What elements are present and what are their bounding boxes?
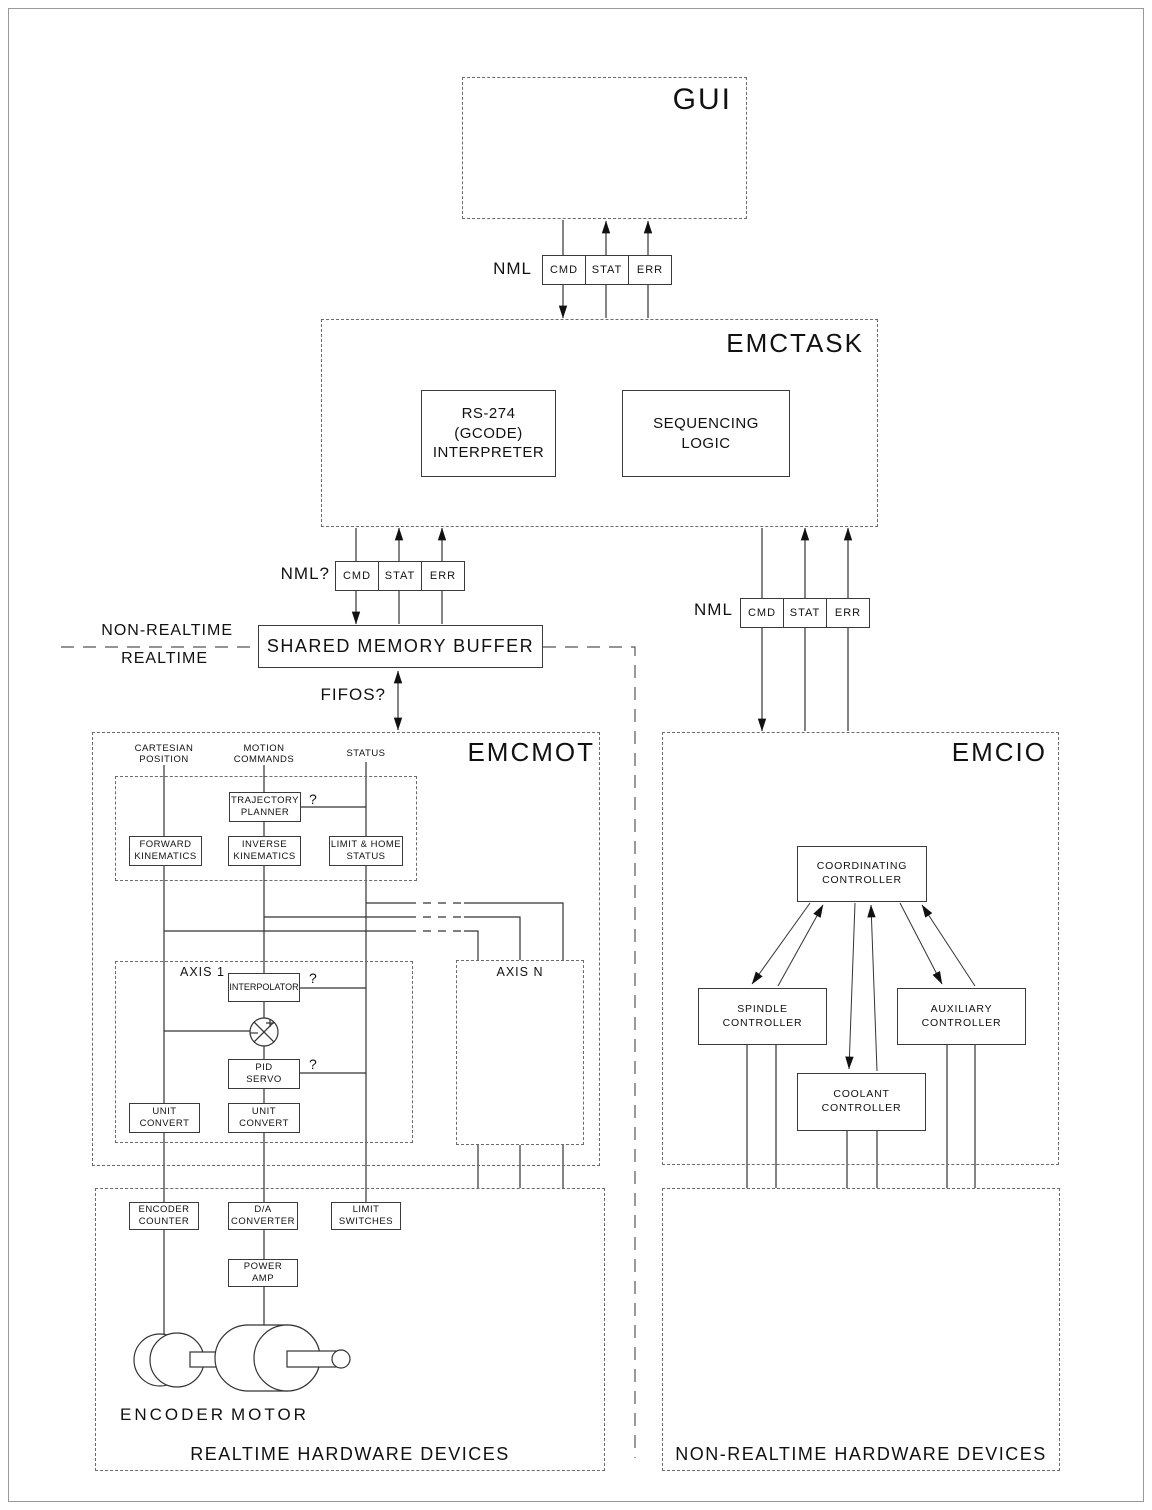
motion-line1: MOTION xyxy=(243,743,285,754)
nml-top-boxes xyxy=(542,255,672,285)
power-amp-box xyxy=(228,1259,298,1287)
pid-question-mark: ? xyxy=(309,1056,317,1072)
emcmot-title: EMCMOT xyxy=(467,737,595,767)
encoder-counter-line2: COUNTER xyxy=(138,1216,190,1227)
coolant-line1: COOLANT xyxy=(833,1088,890,1101)
trajectory-planner-box xyxy=(229,792,301,822)
nml-right-stat-cell: STAT xyxy=(783,599,826,627)
auxiliary-line2: CONTROLLER xyxy=(921,1016,1002,1029)
encoder-device-label: ENCODER xyxy=(120,1405,227,1424)
shared-memory-buffer-label: SHARED MEMORY BUFFER xyxy=(266,635,535,656)
realtime-hardware-title: REALTIME HARDWARE DEVICES xyxy=(190,1444,510,1464)
auxiliary-controller-box xyxy=(897,988,1026,1045)
interpolator-box xyxy=(228,973,300,1002)
inverse-line2: KINEMATICS xyxy=(233,851,296,862)
inverse-line1: INVERSE xyxy=(241,838,288,850)
pid-servo-box xyxy=(228,1059,300,1089)
auxiliary-line1: AUXILIARY xyxy=(930,1002,993,1015)
nml-top-label: NML xyxy=(493,259,532,278)
boundary-nonrealtime-label: NON-REALTIME xyxy=(101,622,233,639)
nml-top-cmd-cell: CMD xyxy=(549,264,579,276)
pid-line1: PID xyxy=(255,1061,273,1073)
da-line1: D/A xyxy=(254,1203,272,1215)
spindle-line1: SPINDLE xyxy=(737,1002,788,1015)
trajectory-line2: PLANNER xyxy=(240,807,290,818)
nml-right-cmd-cell: CMD xyxy=(747,607,777,619)
realtime-hardware-box xyxy=(95,1188,605,1471)
trajectory-line1: TRAJECTORY xyxy=(231,794,299,806)
nml-left-cmd-cell: CMD xyxy=(342,570,372,582)
da-line2: CONVERTER xyxy=(231,1216,295,1227)
emctask-title: EMCTASK xyxy=(726,328,864,358)
coolant-line2: CONTROLLER xyxy=(821,1102,902,1114)
motion-commands-label xyxy=(224,743,304,766)
limit-home-line1: LIMIT & HOME xyxy=(330,838,402,850)
nml-right-label: NML xyxy=(694,600,733,619)
inverse-kinematics-box xyxy=(228,836,301,866)
spindle-line2: CONTROLLER xyxy=(722,1016,803,1029)
forward-kinematics-box xyxy=(129,836,202,866)
status-label: STATUS xyxy=(346,748,386,759)
limit-home-status-box xyxy=(329,836,403,866)
forward-line1: FORWARD xyxy=(139,838,192,850)
nml-left-boxes xyxy=(335,561,465,591)
motor-device-label: MOTOR xyxy=(231,1405,309,1424)
nml-right-lines xyxy=(762,528,848,731)
limit-switches-line2: SWITCHES xyxy=(338,1216,394,1227)
unit-convert-left-line1: UNIT xyxy=(152,1105,177,1117)
coordinating-line2: CONTROLLER xyxy=(822,874,902,886)
cartesian-line1: CARTESIAN xyxy=(134,743,194,754)
boundary-realtime-label: REALTIME xyxy=(121,650,208,667)
coolant-controller-box xyxy=(797,1073,926,1131)
sequencing-line2: LOGIC xyxy=(681,434,731,452)
forward-line2: KINEMATICS xyxy=(134,851,197,862)
encoder-counter-line1: ENCODER xyxy=(138,1203,190,1215)
interpreter-line3: INTERPRETER xyxy=(432,444,545,462)
interpolator-question-mark: ? xyxy=(309,970,317,986)
cartesian-position-label xyxy=(124,743,204,766)
sequencing-logic-box xyxy=(622,390,790,477)
interpreter-line2: (GCODE) xyxy=(454,424,523,442)
spindle-controller-box xyxy=(698,988,827,1045)
sequencing-line1: SEQUENCING xyxy=(653,415,759,432)
nonrealtime-hardware-title: NON-REALTIME HARDWARE DEVICES xyxy=(675,1444,1047,1464)
nml-top-err-cell: ERR xyxy=(628,256,671,284)
axisn-label: AXIS N xyxy=(496,965,544,979)
limit-switches-box xyxy=(331,1202,401,1230)
unit-convert-left-line2: CONVERT xyxy=(139,1118,190,1129)
unit-convert-mid-line1: UNIT xyxy=(251,1105,277,1117)
unit-convert-mid-line2: CONVERT xyxy=(239,1118,289,1129)
nml-right-err-cell: ERR xyxy=(826,599,869,627)
shared-memory-buffer-box xyxy=(258,625,543,668)
coordinating-line1: COORDINATING xyxy=(816,860,908,873)
encoder-counter-box xyxy=(129,1202,199,1230)
power-amp-line1: POWER xyxy=(243,1260,283,1272)
pid-line2: SERVO xyxy=(246,1074,282,1085)
unit-convert-left-box xyxy=(129,1103,200,1133)
coordinating-controller-box xyxy=(797,846,927,902)
nml-left-label: NML? xyxy=(280,564,330,583)
gcode-interpreter-box xyxy=(421,390,556,477)
nml-right-boxes xyxy=(740,598,870,628)
emcio-title: EMCIO xyxy=(951,737,1047,767)
nml-left-stat-cell: STAT xyxy=(378,562,421,590)
cartesian-line2: POSITION xyxy=(139,754,189,766)
axis1-label: AXIS 1 xyxy=(180,965,225,979)
nonrealtime-hardware-box xyxy=(662,1188,1060,1471)
nml-top-stat-cell: STAT xyxy=(585,256,628,284)
limit-switches-line1: LIMIT xyxy=(352,1203,380,1215)
da-converter-box xyxy=(228,1202,298,1230)
gui-title: GUI xyxy=(672,83,732,116)
fifos-label: FIFOS? xyxy=(320,685,386,704)
nml-left-err-cell: ERR xyxy=(421,562,464,590)
motion-line2: COMMANDS xyxy=(233,754,295,766)
trajectory-question-mark: ? xyxy=(309,791,317,807)
unit-convert-mid-box xyxy=(228,1103,300,1133)
power-amp-line2: AMP xyxy=(251,1273,275,1284)
axisn-box xyxy=(456,960,584,1145)
interpolator-label: INTERPOLATOR xyxy=(229,981,299,992)
limit-home-line2: STATUS xyxy=(346,851,386,862)
interpreter-line1: RS-274 xyxy=(461,405,516,423)
